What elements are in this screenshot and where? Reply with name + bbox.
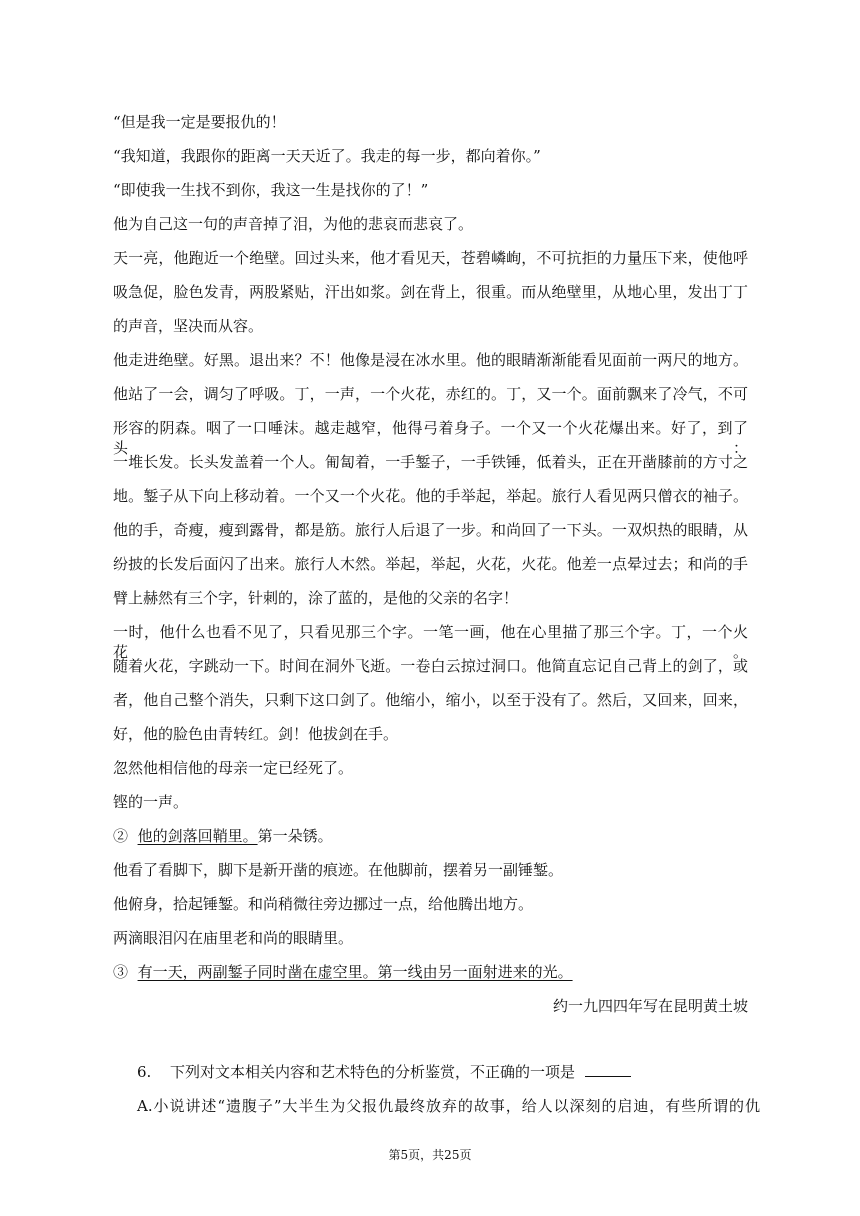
paragraph-line: 形容的阴森。咽了一口唾沫。越走越窄，他得弓着身子。一个又一个火花爆出来。好了，到了头： [113,419,748,457]
paragraph-line: 他看了看脚下，脚下是新开凿的痕迹。在他脚前，摆着另一副锤錾。 [113,861,564,879]
paragraph-line: “即使我一生找不到你，我这一生是找你的了！” [113,181,429,199]
paragraph-line: 他为自己这一句的声音掉了泪，为他的悲哀而悲哀了。 [113,215,474,233]
circled-number-2: ② [113,827,129,845]
underlined-sentence: 他的剑落回鞘里。 [137,827,258,845]
paragraph-line: 随着火花，字跳动一下。时间在洞外飞逝。一卷白云掠过洞口。他简直忘记自己背上的剑了，或 [113,657,748,675]
paragraph-line: “但是我一定是要报仇的！ [113,113,286,131]
paragraph-line: 忽然他相信他的母亲一定已经死了。 [113,759,354,777]
paragraph-line: “我知道，我跟你的距离一天天近了。我走的每一步，都向着你。” [113,147,541,165]
sentence-continuation: 第一朵锈。 [257,827,333,845]
paragraph-line: 一堆长发。长头发盖着一个人。匍匐着，一手錾子，一手铁锤，低着头，正在开凿膝前的方寸之 [113,453,748,471]
paragraph-line: 纷披的长发后面闪了出来。旅行人木然。举起，举起，火花，火花。他差一点晕过去；和尚的手 [113,555,748,573]
paragraph-line: 他俯身，拾起锤錾。和尚稍微往旁边挪过一点，给他腾出地方。 [113,895,534,913]
paragraph-line: 臂上赫然有三个字，针刺的，涂了蓝的，是他的父亲的名字！ [113,589,519,607]
answer-blank[interactable] [585,1062,631,1077]
paragraph-line: 两滴眼泪闪在庙里老和尚的眼睛里。 [113,929,354,947]
paragraph-line: 铿的一声。 [113,793,189,811]
marked-sentence-2 [113,826,748,846]
paragraph-line: 的声音，坚决而从容。 [113,317,264,335]
marked-sentence-3 [113,962,748,982]
option-a: A.小说讲述“遗腹子”大半生为父报仇最终放弃的故事，给人以深刻的启迪，有些所谓的仇 [137,1097,760,1115]
paragraph-line: 他走进绝壁。好黑。退出来？不！他像是浸在冰水里。他的眼睛渐渐能看见面前一两尺的地方。 [113,351,748,369]
circled-number-3: ③ [113,963,129,981]
paragraph-line: 他站了一会，调匀了呼吸。丁，一声，一个火花，赤红的。丁，又一个。面前飘来了冷气，不可 [113,385,748,403]
paragraph-line: 一时，他什么也看不见了，只看见那三个字。一笔一画，他在心里描了那三个字。丁，一个火花。 [113,623,748,661]
underlined-sentence: 有一天，两副錾子同时凿在虚空里。第一线由另一面射进来的光。 [137,963,573,981]
paragraph-line: 他的手，奇瘦，瘦到露骨，都是筋。旅行人后退了一步。和尚回了一下头。一双炽热的眼睛，从 [113,521,748,539]
author-signature: 约一九四四年写在昆明黄土坡 [552,997,748,1015]
paragraph-line: 好，他的脸色由青转红。剑！他拔剑在手。 [113,725,399,743]
paragraph-line: 天一亮，他跑近一个绝壁。回过头来，他才看见天，苍碧嶙峋，不可抗拒的力量压下来，使他呼 [113,249,748,267]
question-stem [170,1062,631,1082]
paragraph-line: 地。錾子从下向上移动着。一个又一个火花。他的手举起，举起。旅行人看见两只僧衣的袖子。 [113,487,748,505]
question-text: 下列对文本相关内容和艺术特色的分析鉴赏，不正确的一项是 [170,1063,576,1081]
page-footer: 第5页，共25页 [388,1148,472,1162]
paragraph-line: 吸急促，脸色发青，两股紧贴，汗出如浆。剑在背上，很重。而从绝壁里，从地心里，发出丁丁 [113,283,748,301]
question-number: 6. [137,1063,152,1081]
paragraph-line: 者，他自己整个消失，只剩下这口剑了。他缩小，缩小，以至于没有了。然后，又回来，回来， [113,691,748,709]
